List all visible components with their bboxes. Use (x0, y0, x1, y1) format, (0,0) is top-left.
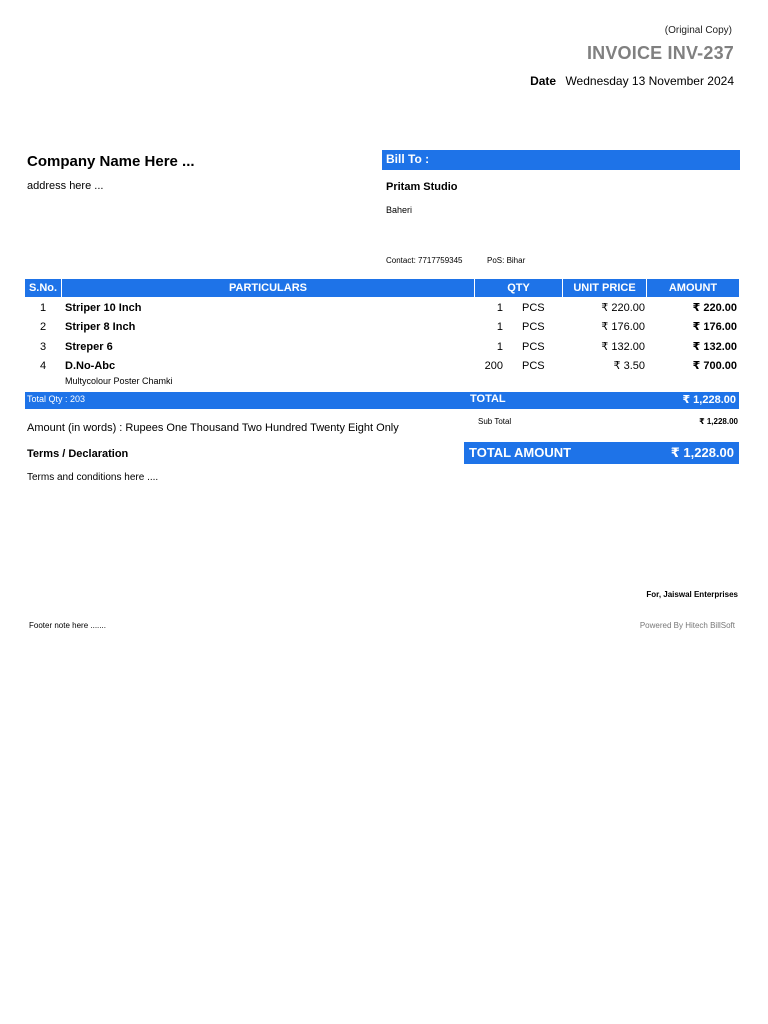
row-qty: 1 (496, 321, 503, 333)
date-value: Wednesday 13 November 2024 (565, 74, 734, 88)
row-item: Striper 8 Inch (65, 321, 136, 333)
row-sno: 4 (39, 360, 47, 372)
row-qty: 1 (496, 302, 503, 314)
row-sno: 1 (39, 302, 47, 314)
bill-to-pos: PoS: Bihar (487, 256, 526, 265)
row-item: Striper 10 Inch (65, 302, 142, 314)
date-label: Date (530, 74, 557, 88)
row-unit-price: ₹ 132.00 (601, 341, 645, 353)
amount-in-words: Amount (in words) : Rupees One Thousand Two Hundred Twenty Eight Only (27, 422, 399, 434)
row-unit-price: ₹ 3.50 (613, 360, 645, 372)
table-row (25, 339, 739, 357)
powered-by: Powered By Hitech BillSoft (639, 621, 735, 630)
col-unit-price-header: UNIT PRICE (563, 279, 647, 297)
subtotal-value: ₹ 1,228.00 (699, 417, 738, 426)
row-unit: PCS (522, 360, 545, 372)
row-item-description: Multycolour Poster Chamki (65, 376, 173, 386)
row-unit-price: ₹ 176.00 (601, 321, 645, 333)
grand-total-value: ₹ 1,228.00 (670, 445, 734, 460)
row-unit: PCS (522, 341, 545, 353)
col-sno-header: S.No. (25, 279, 62, 297)
col-qty-header: QTY (475, 279, 563, 297)
total-qty: Total Qty : 203 (27, 394, 86, 404)
terms-heading: Terms / Declaration (27, 448, 129, 460)
bill-to-heading: Bill To : (382, 150, 740, 170)
invoice-date-row (530, 74, 734, 88)
total-value: ₹ 1,228.00 (682, 394, 736, 406)
row-amount: ₹ 700.00 (692, 360, 737, 372)
table-row (25, 358, 739, 376)
signatory-company: For, Jaiswal Enterprises (646, 590, 738, 599)
col-particulars-header: PARTICULARS (62, 279, 475, 297)
grand-total-label: TOTAL AMOUNT (469, 445, 572, 460)
row-sno: 3 (39, 341, 47, 353)
footer-note: Footer note here ....... (29, 621, 106, 630)
row-item: Streper 6 (65, 341, 113, 353)
table-row (25, 300, 739, 318)
row-amount: ₹ 220.00 (692, 302, 737, 314)
table-row (25, 319, 739, 337)
bill-to-city: Baheri (386, 205, 413, 215)
company-name: Company Name Here ... (27, 153, 195, 170)
row-qty: 200 (484, 360, 503, 372)
copy-type-label: (Original Copy) (664, 25, 732, 36)
col-amount-header: AMOUNT (668, 282, 718, 294)
bill-to-name: Pritam Studio (386, 181, 458, 193)
row-qty: 1 (496, 341, 503, 353)
grand-total-box (464, 442, 739, 464)
subtotal-label: Sub Total (478, 417, 512, 426)
bill-to-contact: Contact: 7717759345 (386, 256, 463, 265)
total-label: TOTAL (470, 393, 506, 405)
row-unit: PCS (522, 302, 545, 314)
items-table-header (25, 279, 739, 297)
row-unit-price: ₹ 220.00 (601, 302, 645, 314)
table-total-bar (25, 392, 739, 409)
company-address: address here ... (27, 180, 104, 192)
row-item: D.No-Abc (65, 360, 116, 372)
row-amount: ₹ 132.00 (692, 341, 737, 353)
invoice-title: INVOICE INV-237 (586, 43, 734, 63)
row-unit: PCS (522, 321, 545, 333)
terms-text: Terms and conditions here .... (27, 472, 159, 483)
row-amount: ₹ 176.00 (692, 321, 737, 333)
row-sno: 2 (39, 321, 47, 333)
